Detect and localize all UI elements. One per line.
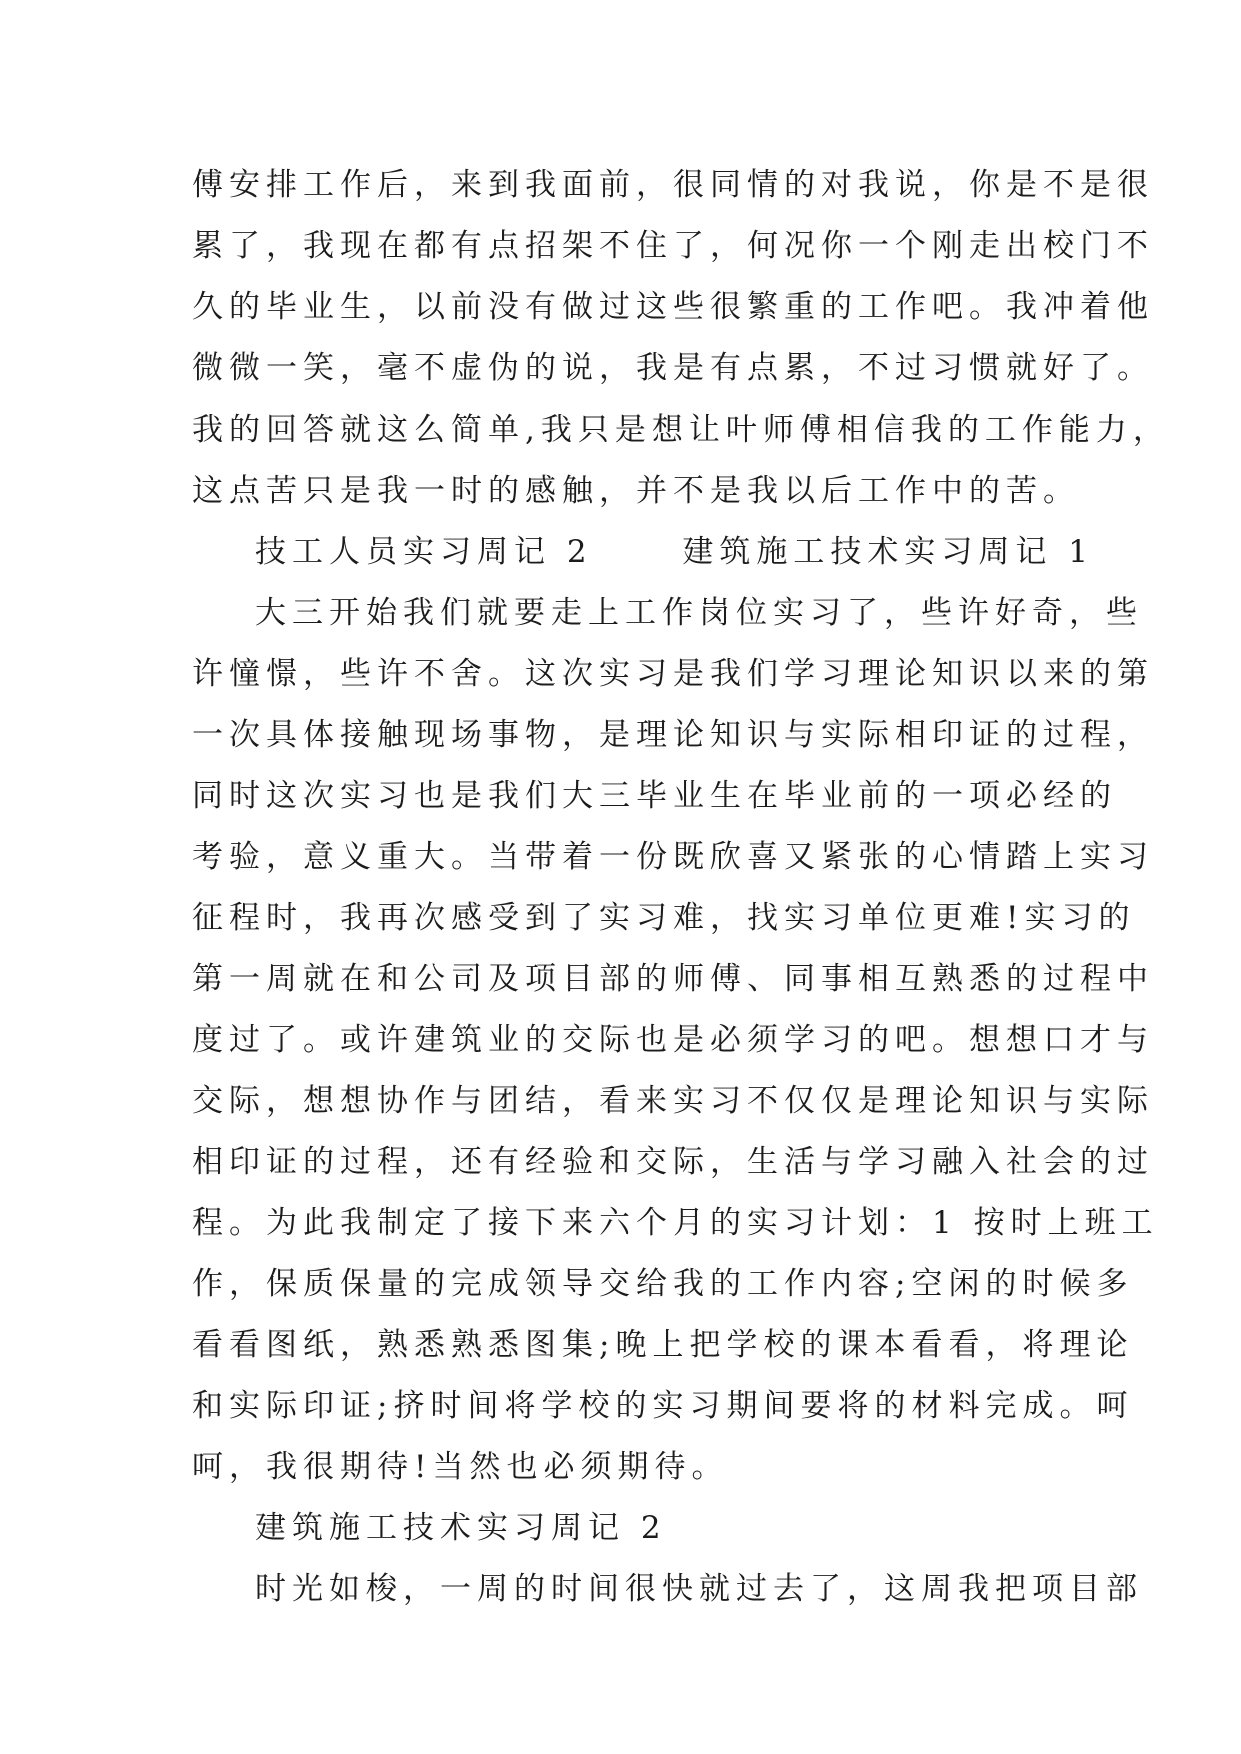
section-heading: 建筑施工技术实习周记 2 [255,1510,667,1546]
paragraph-line: 看看图纸，熟悉熟悉图集;晚上把学校的课本看看，将理论 [192,1327,1134,1363]
paragraph-line: 累了，我现在都有点招架不住了，何况你一个刚走出校门不 [192,228,1154,264]
paragraph-line: 微微一笑，毫不虚伪的说，我是有点累，不过习惯就好了。 [192,350,1154,386]
paragraph-line: 时光如梭，一周的时间很快就过去了，这周我把项目部 [255,1571,1143,1607]
paragraph-line: 交际，想想协作与团结，看来实习不仅仅是理论知识与实际 [192,1083,1154,1119]
paragraph-line: 和实际印证;挤时间将学校的实习期间要将的材料完成。呵 [192,1388,1134,1424]
paragraph-line: 呵，我很期待!当然也必须期待。 [192,1449,729,1485]
paragraph-line: 程。为此我制定了接下来六个月的实习计划：1 按时上班工 [192,1205,1159,1241]
paragraph-line: 这点苦只是我一时的感触，并不是我以后工作中的苦。 [192,473,1080,509]
paragraph-line: 我的回答就这么简单,我只是想让叶师傅相信我的工作能力， [192,412,1170,448]
paragraph-line: 许憧憬，些许不舍。这次实习是我们学习理论知识以来的第 [192,656,1154,692]
paragraph-line: 一次具体接触现场事物，是理论知识与实际相印证的过程， [192,717,1154,753]
paragraph-line: 考验，意义重大。当带着一份既欣喜又紧张的心情踏上实习 [192,839,1154,875]
paragraph-line: 第一周就在和公司及项目部的师傅、同事相互熟悉的过程中 [192,961,1154,997]
paragraph-line: 征程时，我再次感受到了实习难，找实习单位更难!实习的 [192,900,1136,936]
paragraph-line: 傅安排工作后，来到我面前，很同情的对我说，你是不是很 [192,167,1154,203]
paragraph-line: 作，保质保量的完成领导交给我的工作内容;空闲的时候多 [192,1266,1134,1302]
paragraph-line: 大三开始我们就要走上工作岗位实习了，些许好奇，些 [255,595,1143,631]
section-heading: 技工人员实习周记 2 建筑施工技术实习周记 1 [255,534,1095,570]
paragraph-line: 度过了。或许建筑业的交际也是必须学习的吧。想想口才与 [192,1022,1154,1058]
paragraph-line: 相印证的过程，还有经验和交际，生活与学习融入社会的过 [192,1144,1154,1180]
paragraph-line: 久的毕业生，以前没有做过这些很繁重的工作吧。我冲着他 [192,289,1154,325]
paragraph-line: 同时这次实习也是我们大三毕业生在毕业前的一项必经的 [192,778,1117,814]
